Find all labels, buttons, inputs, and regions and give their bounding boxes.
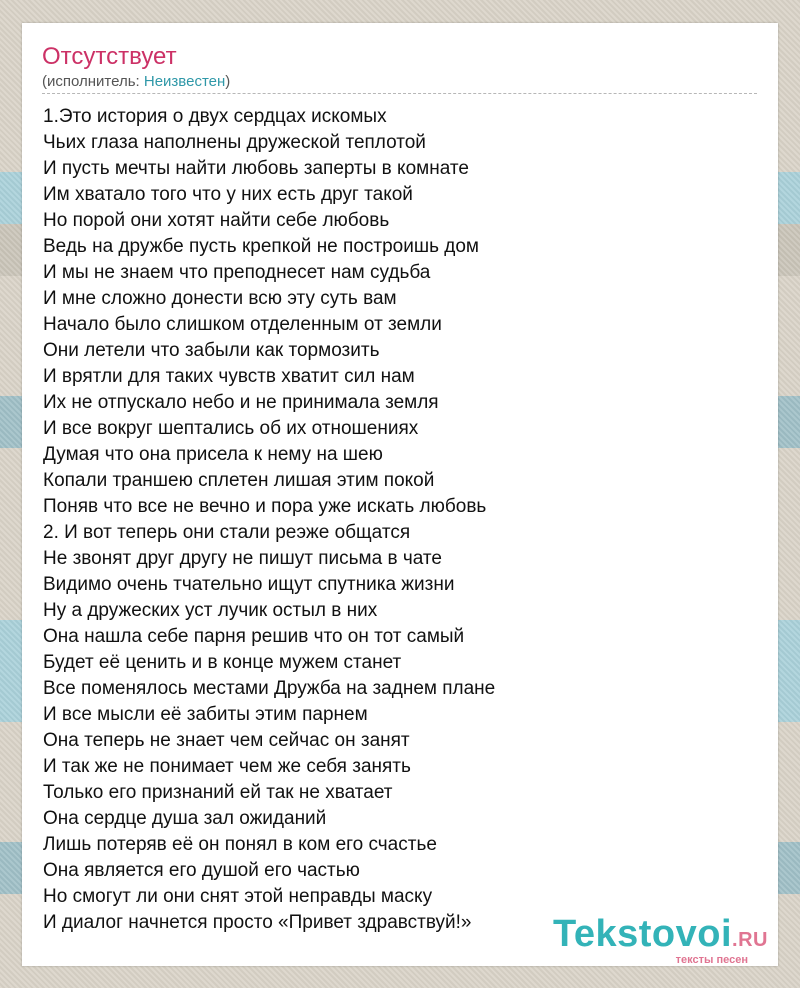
dashed-divider xyxy=(42,93,757,94)
lyric-line: Все поменялось местами Дружба на заднем плане xyxy=(43,678,496,699)
lyric-line: Ну а дружеских уст лучик остыл в них xyxy=(43,600,378,621)
lyric-line: Копали траншею сплетен лишая этим покой xyxy=(43,470,435,491)
lyric-line: Чьих глаза наполнены дружеской теплотой xyxy=(43,132,426,153)
lyric-line: Их не отпускало небо и не принимала земля xyxy=(43,392,439,413)
lyric-line: Думая что она присела к нему на шею xyxy=(43,444,383,465)
song-title: Отсутствует xyxy=(42,43,177,70)
logo-tld: .RU xyxy=(732,929,768,951)
lyric-line: И пусть мечты найти любовь заперты в комнате xyxy=(43,158,469,179)
lyric-line: И все мысли её забиты этим парнем xyxy=(43,704,368,725)
lyric-line: 2. И вот теперь они стали реэже общатся xyxy=(43,522,411,543)
lyric-line: Будет её ценить и в конце мужем станет xyxy=(43,652,402,673)
lyric-line: Она сердце душа зал ожиданий xyxy=(43,808,327,829)
lyric-line: Поняв что все не вечно и пора уже искать любовь xyxy=(43,496,487,517)
lyric-line: И мне сложно донести всю эту суть вам xyxy=(43,288,397,309)
lyric-line: И все вокруг шептались об их отношениях xyxy=(43,418,419,439)
lyrics-card xyxy=(22,23,778,966)
lyric-line: Начало было слишком отделенным от земли xyxy=(43,314,442,335)
lyric-line: 1.Это история о двух сердцах искомых xyxy=(43,106,387,127)
lyric-line: И врятли для таких чувств хватит сил нам xyxy=(43,366,415,387)
lyric-line: Она является его душой его частью xyxy=(43,860,360,881)
lyric-line: Но смогут ли они снят этой неправды маску xyxy=(43,886,433,907)
lyric-line: Видимо очень тчательно ищут спутника жизни xyxy=(43,574,455,595)
lyric-line: Им хватало того что у них есть друг такой xyxy=(43,184,413,205)
artist-link[interactable]: Неизвестен xyxy=(143,73,226,90)
lyrics-text xyxy=(43,104,758,936)
artist-suffix: ) xyxy=(225,73,231,90)
lyric-line: Не звонят друг другу не пишут письма в чате xyxy=(43,548,442,569)
lyric-line: Они летели что забыли как тормозить xyxy=(43,340,380,361)
lyric-line: Но порой они хотят найти себе любовь xyxy=(43,210,390,231)
lyric-line: Ведь на дружбе пусть крепкой не построишь дом xyxy=(43,236,479,257)
logo-tagline: тексты песен xyxy=(675,954,748,966)
lyric-line: И мы не знаем что преподнесет нам судьба xyxy=(43,262,431,283)
logo-name: Tekstovoi xyxy=(552,913,733,955)
lyric-line: И так же не понимает чем же себя занять xyxy=(43,756,411,777)
lyric-line: Она нашла себе парня решив что он тот самый xyxy=(43,626,465,647)
artist-line xyxy=(42,73,230,91)
lyric-line: Только его признаний ей так не хватает xyxy=(43,782,393,803)
lyric-line: Лишь потеряв её он понял в ком его счастье xyxy=(43,834,437,855)
lyric-line: Она теперь не знает чем сейчас он занят xyxy=(43,730,410,751)
lyric-line: И диалог начнется просто «Привет здравствуй!» xyxy=(43,912,472,933)
artist-prefix: (исполнитель: xyxy=(42,73,144,90)
